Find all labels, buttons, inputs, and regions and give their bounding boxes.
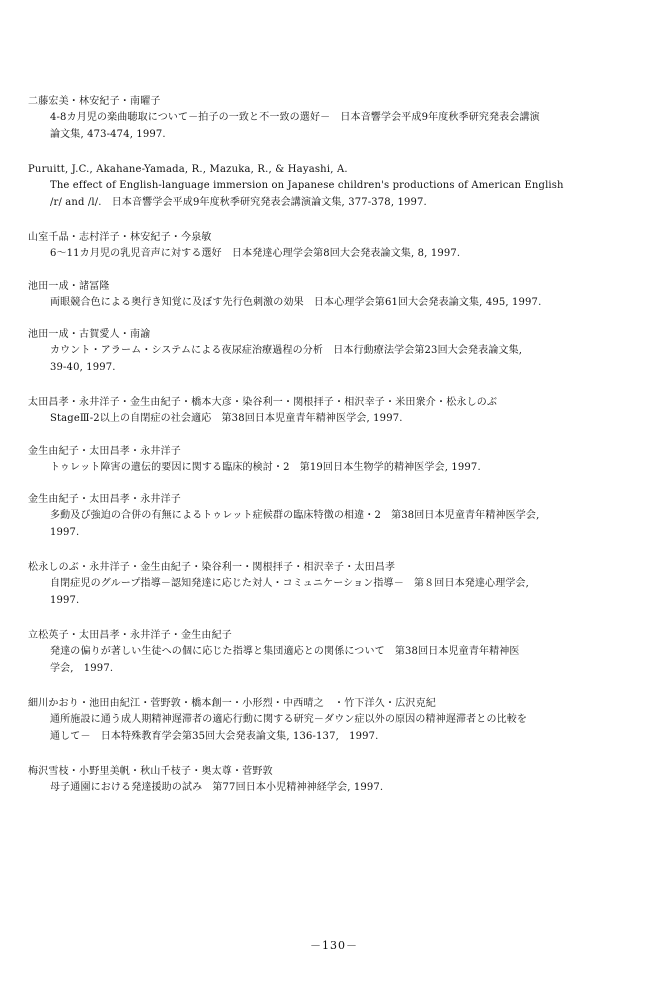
reference-authors: 池田一成・諸冨隆 bbox=[28, 280, 110, 292]
reference-detail-line: The effect of English-language immersion on Japanese children's productions of American English bbox=[50, 180, 564, 191]
reference-entry bbox=[28, 230, 648, 263]
reference-authors: 太田昌孝・永井洋子・金生由紀子・橋本大彦・染谷利一・関根拝子・相沢幸子・米田衆介・松永しのぶ bbox=[28, 397, 498, 408]
reference-detail-line: 母子通園における発達援助の試み 第77回日本小児精神神経学会, 1997. bbox=[50, 782, 384, 793]
reference-detail-line: 自閉症児のグループ指導－認知発達に応じた対人・コミュニケーション指導－ 第８回日本発達心理学会, bbox=[50, 578, 529, 589]
reference-detail-line: 39-40, 1997. bbox=[50, 361, 116, 373]
reference-entry bbox=[28, 162, 648, 211]
reference-entry bbox=[28, 764, 648, 797]
reference-detail-line: 両眼競合色による奥行き知覚に及ぼす先行色刺激の効果 日本心理学会第61回大会発表論文集, 495, 1997. bbox=[50, 296, 542, 308]
reference-detail-line: 多動及び強迫の合併の有無によるトゥレット症候群の臨床特徴の相違・2 第38回日本児童青年精神医学会, bbox=[50, 510, 540, 521]
reference-detail-line: 論文集, 473-474, 1997. bbox=[50, 128, 166, 140]
reference-detail-line: 発達の偏りが著しい生徒への個に応じた指導と集団適応との関係について 第38回日本児童青年精神医 bbox=[50, 646, 520, 657]
reference-detail-line: 6～11カ月児の乳児音声に対する選好 日本発達心理学会第8回大会発表論文集, 8, 1997. bbox=[50, 248, 461, 259]
reference-authors: 金生由紀子・太田昌孝・永井洋子 bbox=[28, 445, 181, 457]
reference-authors: 二藤宏美・林安紀子・南曜子 bbox=[28, 96, 161, 107]
reference-entry bbox=[28, 395, 648, 428]
reference-detail-line: トゥレット障害の遺伝的要因に関する臨床的検討・2 第19回日本生物学的精神医学会, 1997. bbox=[50, 461, 481, 473]
reference-entry bbox=[28, 696, 648, 745]
reference-entry bbox=[28, 327, 648, 376]
reference-detail-line: 学会, 1997. bbox=[50, 662, 114, 674]
reference-list bbox=[28, 94, 648, 813]
reference-entry bbox=[28, 279, 648, 312]
reference-detail-line: 1997. bbox=[50, 594, 80, 606]
reference-detail-line: カウント・アラーム・システムによる夜尿症治療過程の分析 日本行動療法学会第23回大会発表論文集, bbox=[50, 345, 523, 356]
reference-entry bbox=[28, 444, 648, 477]
reference-authors: Puruitt, J.C., Akahane-Yamada, R., Mazuka, R., & Hayashi, A. bbox=[28, 164, 348, 175]
reference-entry bbox=[28, 94, 648, 143]
reference-entry bbox=[28, 560, 648, 609]
reference-detail-line: 通所施設に通う成人期精神遅滞者の適応行動に関する研究－ダウン症以外の原因の精神遅滞者との比較を bbox=[50, 714, 528, 725]
reference-entry bbox=[28, 492, 648, 541]
reference-authors: 梅沢雪枝・小野里美帆・秋山千枝子・奥太尊・菅野敦 bbox=[28, 766, 273, 777]
reference-detail-line: 4-8カ月児の楽曲聴取について－拍子の一致と不一致の選好－ 日本音響学会平成9年度秋季研究発表会講演 bbox=[50, 112, 540, 123]
reference-detail-line: StageⅢ-2以上の自閉症の社会適応 第38回日本児童青年精神医学会, 1997. bbox=[50, 413, 403, 424]
page-number: －130－ bbox=[310, 939, 358, 952]
reference-detail-line: 通して－ 日本特殊教育学会第35回大会発表論文集, 136-137, 1997. bbox=[50, 730, 379, 742]
reference-authors: 池田一成・古賀愛人・南諭 bbox=[28, 329, 151, 340]
reference-detail-line: /r/ and /l/. 日本音響学会平成9年度秋季研究発表会講演論文集, 377-378, 1997. bbox=[50, 196, 427, 208]
reference-authors: 立松英子・太田昌孝・永井洋子・金生由紀子 bbox=[28, 630, 232, 641]
reference-authors: 松永しのぶ・永井洋子・金生由紀子・染谷利一・関根拝子・相沢幸子・太田昌孝 bbox=[28, 562, 396, 573]
reference-authors: 山室千晶・志村洋子・林安紀子・今泉敏 bbox=[28, 232, 212, 243]
reference-detail-line: 1997. bbox=[50, 526, 80, 538]
reference-authors: 金生由紀子・太田昌孝・永井洋子 bbox=[28, 494, 181, 505]
reference-entry bbox=[28, 628, 648, 677]
reference-authors: 細川かおり・池田由紀江・菅野敦・橋本創一・小形烈・中西晴之 ・竹下洋久・広沢克紀 bbox=[28, 698, 436, 709]
